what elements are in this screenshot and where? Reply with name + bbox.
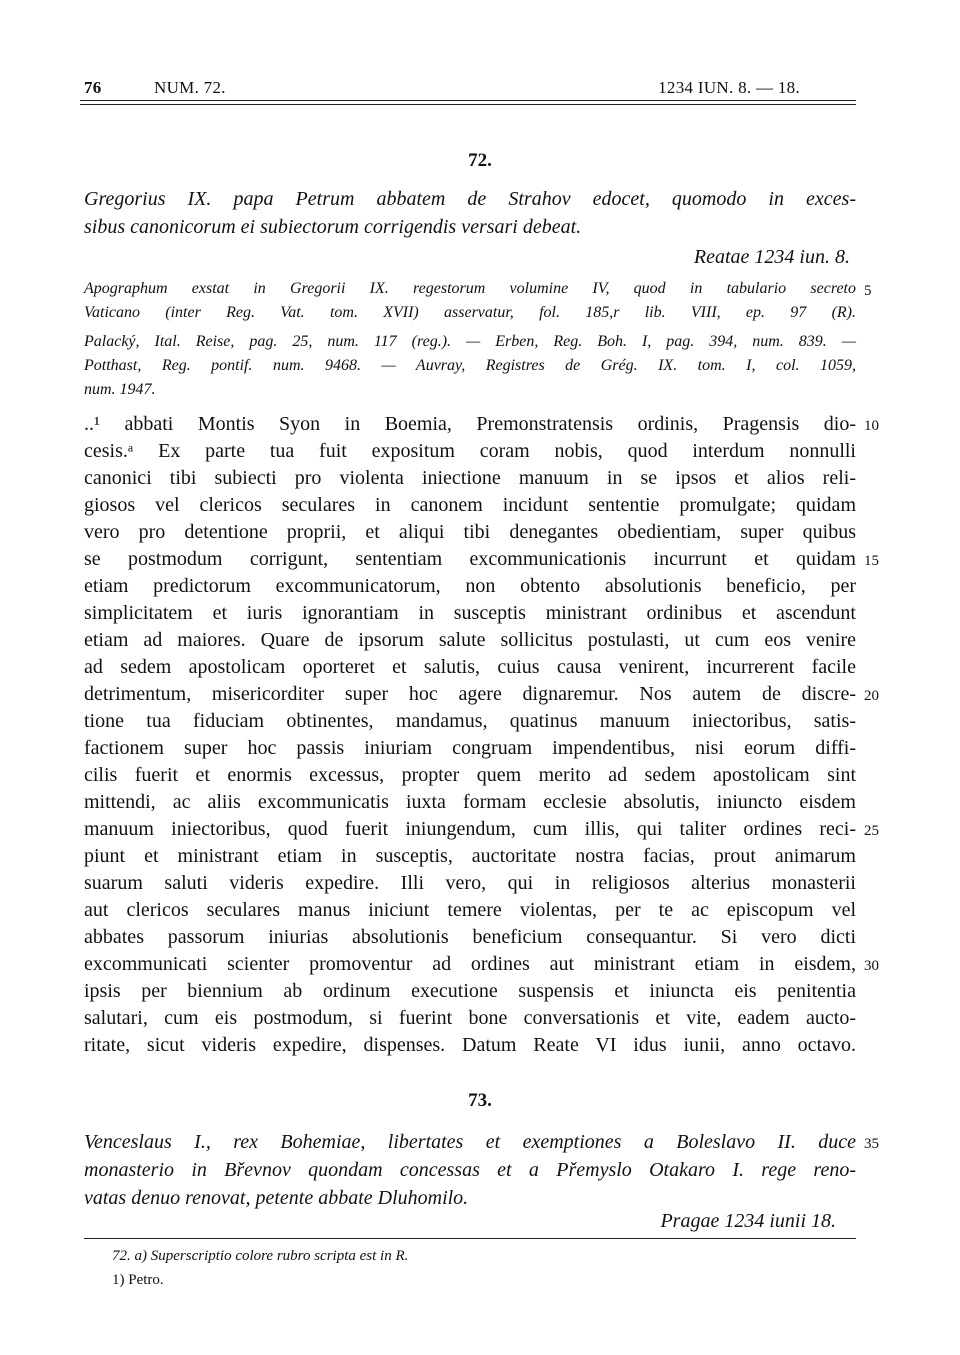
text-line: ad sedem apostolicam oporteret et salutis, cuius causa venirent, incurrerent facile <box>84 656 856 678</box>
regest-line: Gregorius IX. papa Petrum abbatem de Strahov edocet, quomodo in exces- <box>84 188 856 210</box>
text-line: etiam predictorum excommunicatorum, non obtento absolutionis beneficio, per <box>84 575 856 597</box>
place-date-72: Reatae 1234 iun. 8. <box>693 246 850 268</box>
text-line: manuum iniectoribus, quod fuerit iniungendum, cum illis, qui taliter ordines reci- <box>84 818 856 840</box>
apparatus-line: Vaticano (inter Reg. Vat. tom. XVII) asservatur, fol. 185,r lib. VIII, ep. 97 (R). <box>84 304 856 321</box>
line-number: 35 <box>864 1136 879 1152</box>
text-line: etiam ad maiores. Quare de ipsorum salute sollicitus postulasti, ut cum eos venire <box>84 629 856 651</box>
text-line: vero pro detentione proprii, et aliqui tibi denegantes obedientiam, super quibus <box>84 521 856 543</box>
text-line: se postmodum corrigunt, sententiam excommunicationis incurrunt et quidam <box>84 548 856 570</box>
regest-line: sibus canonicorum ei subiectorum corrigendis versari debeat. <box>84 216 582 238</box>
text-line: suarum saluti videris expedire. Illi vero, qui in religiosos alterius monasterii <box>84 872 856 894</box>
footnote-rule <box>84 1238 856 1239</box>
text-line: giosos vel clericos seculares in canonem incidunt sententie promulgate; quidam <box>84 494 856 516</box>
text-line: aut clericos seculares manus iniciunt temere violentas, per te ac episcopum vel <box>84 899 856 921</box>
regest-line: Venceslaus I., rex Bohemiae, libertates et exemptiones a Boleslavo II. duce <box>84 1131 856 1153</box>
header-rule-top <box>80 100 856 101</box>
text-line: tione tua fiduciam obtinentes, mandamus, quatinus manuum iniectoribus, satis- <box>84 710 856 732</box>
text-line: simplicitatem et iuris ignorantiam in susceptis ministrant ordinibus et ascendunt <box>84 602 856 624</box>
text-line: factionem super hoc passis iniuriam congruam impendentibus, nisi eorum diffi- <box>84 737 856 759</box>
line-number: 10 <box>864 418 879 434</box>
running-head <box>84 78 856 102</box>
text-line: abbates passorum iniurias absolutionis beneficium consequantur. Si vero dicti <box>84 926 856 948</box>
date-range: 1234 IUN. 8. — 18. <box>658 78 800 97</box>
apparatus-line: Palacký, Ital. Reise, pag. 25, num. 117 (reg.). — Erben, Reg. Boh. I, pag. 394, num. 839. — <box>84 333 856 350</box>
apparatus-line: Potthast, Reg. pontif. num. 9468. — Auvray, Registres de Grég. IX. tom. I, col. 1059, <box>84 357 856 374</box>
line-number: 30 <box>864 958 879 974</box>
regest-line: monasterio in Břevnov quondam concessas et a Přemyslo Otakaro I. rege reno- <box>84 1159 856 1181</box>
text-line: ipsis per biennium ab ordinum executione suspensis et iniuncta eis penitentia <box>84 980 856 1002</box>
document-number-72: 72. <box>468 150 492 171</box>
header-rule-bottom <box>80 104 856 105</box>
line-number: 5 <box>864 283 872 299</box>
text-line: mittendi, ac aliis excommunicatis iuxta formam ecclesie absolutis, iniuncto eisdem <box>84 791 856 813</box>
text-line: cilis fuerit et enormis excessus, propter quem merito ad sedem apostolicam sint <box>84 764 856 786</box>
text-line: ..¹ abbati Montis Syon in Boemia, Premonstratensis ordinis, Pragensis dio- <box>84 413 856 435</box>
text-line: ritate, sicut videris expedire, dispenses. Datum Reate VI idus iunii, anno octavo. <box>84 1034 856 1056</box>
section-label: NUM. 72. <box>154 78 226 97</box>
regest-line: vatas denuo renovat, petente abbate Dluhomilo. <box>84 1187 469 1209</box>
line-number: 20 <box>864 688 879 704</box>
footnote: 72. a) Superscriptio colore rubro scripta est in R. <box>112 1248 409 1264</box>
text-line: excommunicati scienter promoventur ad ordines aut ministrant etiam in eisdem, <box>84 953 856 975</box>
page-number: 76 <box>84 78 102 97</box>
line-number: 25 <box>864 823 879 839</box>
document-number-73: 73. <box>468 1090 492 1111</box>
text-line: piunt et ministrant etiam in susceptis, auctoritate nostra facias, prout animarum <box>84 845 856 867</box>
footnote: 1) Petro. <box>112 1272 164 1288</box>
text-line: cesis.ᵃ Ex parte tua fuit expositum coram nobis, quod interdum nonnulli <box>84 440 856 462</box>
text-line: detrimentum, misericorditer super hoc agere dignaremur. Nos autem de discre- <box>84 683 856 705</box>
text-line: salutari, cum eis postmodum, si fuerint bone conversationis et vite, eadem aucto- <box>84 1007 856 1029</box>
line-number: 15 <box>864 553 879 569</box>
text-line: canonici tibi subiecti pro violenta iniectione manuum in se ipsos et alios reli- <box>84 467 856 489</box>
apparatus-line: num. 1947. <box>84 381 156 398</box>
apparatus-line: Apographum exstat in Gregorii IX. regestorum volumine IV, quod in tabulario secreto <box>84 280 856 297</box>
place-date-73: Pragae 1234 iunii 18. <box>660 1210 836 1232</box>
